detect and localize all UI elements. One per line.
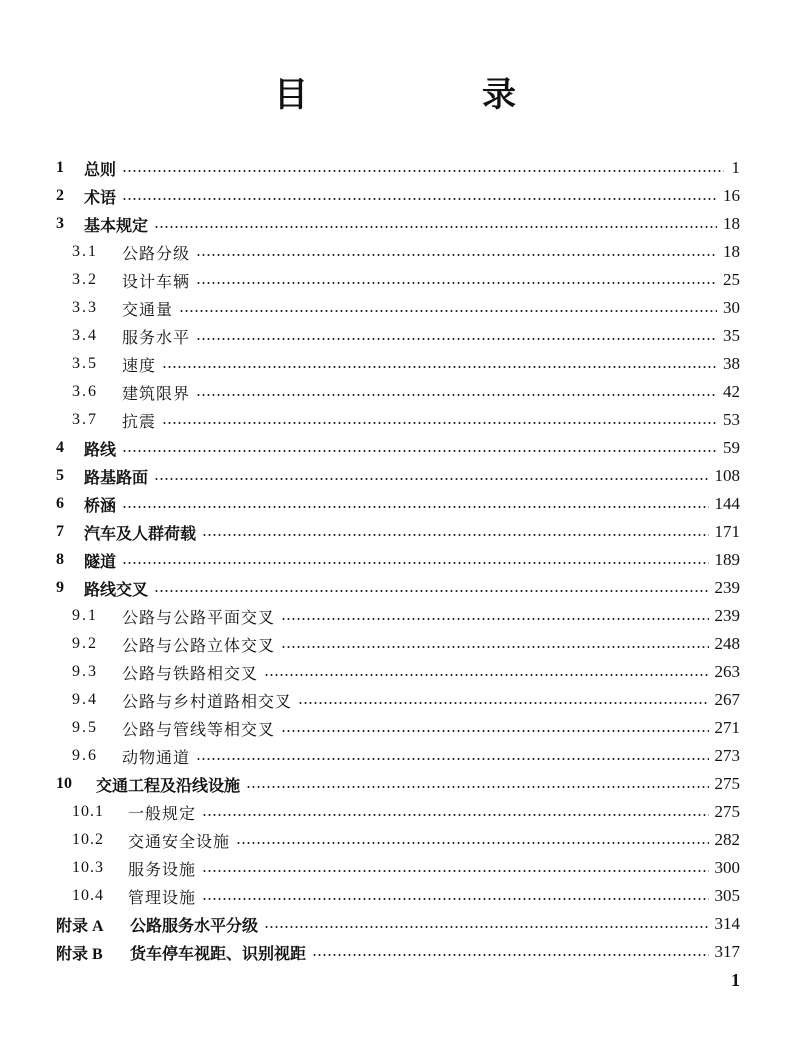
- dot-leader: [264, 674, 708, 676]
- toc-entry[interactable]: [56, 910, 740, 938]
- entry-number: 1: [56, 159, 64, 176]
- entry-page: 42: [723, 382, 740, 401]
- toc-entry[interactable]: [56, 266, 740, 294]
- toc-entry[interactable]: [56, 574, 740, 602]
- toc-entry[interactable]: [56, 602, 740, 630]
- entry-page: 30: [723, 298, 740, 317]
- entry-number: 3: [56, 215, 64, 232]
- toc-entry[interactable]: [56, 546, 740, 574]
- toc-entry[interactable]: [56, 854, 740, 882]
- entry-number: 4: [56, 439, 64, 456]
- toc-entry[interactable]: [56, 154, 740, 182]
- entry-number: 9.6: [72, 747, 98, 764]
- dot-leader: [281, 730, 708, 732]
- entry-title: 抗震: [122, 411, 157, 431]
- entry-title: 路线交叉: [84, 579, 149, 599]
- page-title: 目 录: [274, 75, 586, 115]
- entry-number: 8: [56, 551, 64, 568]
- toc-entry[interactable]: [56, 714, 740, 742]
- entry-page: 35: [723, 326, 740, 345]
- dot-leader: [312, 954, 708, 956]
- toc-entry[interactable]: [56, 350, 740, 378]
- entry-page: 108: [714, 466, 740, 485]
- toc-entry[interactable]: [56, 462, 740, 490]
- entry-number: 9.3: [72, 663, 98, 680]
- entry-number: 3.7: [72, 411, 98, 428]
- toc-entry[interactable]: [56, 826, 740, 854]
- entry-number: 5: [56, 467, 64, 484]
- toc-entry[interactable]: [56, 882, 740, 910]
- entry-number: 9.1: [72, 607, 98, 624]
- entry-number: 2: [56, 187, 64, 204]
- entry-title: 公路与管线等相交叉: [122, 719, 276, 739]
- toc-entry[interactable]: [56, 238, 740, 266]
- entry-title: 公路服务水平分级: [130, 915, 259, 935]
- entry-number: 10.4: [72, 887, 104, 904]
- entry-page: 16: [723, 186, 740, 205]
- entry-title: 汽车及人群荷载: [84, 523, 197, 543]
- entry-number: 9: [56, 579, 64, 596]
- entry-page: 271: [714, 718, 740, 737]
- entry-title: 管理设施: [128, 887, 197, 907]
- entry-title: 隧道: [84, 551, 117, 571]
- dot-leader: [202, 814, 708, 816]
- entry-title: 路基路面: [84, 467, 149, 487]
- entry-page: 38: [723, 354, 740, 373]
- dot-leader: [236, 842, 708, 844]
- page-number: 1: [731, 970, 740, 990]
- entry-page: 282: [714, 830, 740, 849]
- entry-page: 273: [714, 746, 740, 765]
- dot-leader: [162, 422, 717, 424]
- dot-leader: [122, 170, 724, 172]
- entry-title: 交通安全设施: [128, 831, 231, 851]
- entry-page: 189: [714, 550, 740, 569]
- entry-page: 239: [714, 578, 740, 597]
- entry-page: 144: [714, 494, 740, 513]
- entry-title: 公路与公路立体交叉: [122, 635, 276, 655]
- toc-entry[interactable]: [56, 686, 740, 714]
- entry-number: 10.2: [72, 831, 104, 848]
- entry-title: 基本规定: [84, 215, 149, 235]
- dot-leader: [196, 282, 717, 284]
- entry-page: 275: [714, 802, 740, 821]
- entry-title: 一般规定: [128, 803, 197, 823]
- entry-title: 货车停车视距、识别视距: [130, 943, 307, 963]
- entry-number: 9.4: [72, 691, 98, 708]
- entry-title: 术语: [84, 187, 117, 207]
- entry-number: 3.2: [72, 271, 98, 288]
- toc-entry[interactable]: [56, 490, 740, 518]
- dot-leader: [202, 534, 708, 536]
- entry-page: 25: [723, 270, 740, 289]
- entry-page: 263: [714, 662, 740, 681]
- entry-page: 314: [714, 914, 740, 933]
- toc-entry[interactable]: [56, 658, 740, 686]
- entry-number: 7: [56, 523, 64, 540]
- entry-page: 1: [731, 158, 740, 177]
- dot-leader: [122, 198, 717, 200]
- entry-number: 9.5: [72, 719, 98, 736]
- entry-number: 3.1: [72, 243, 98, 260]
- entry-number: 附录 A: [56, 917, 104, 935]
- toc-entry[interactable]: [56, 182, 740, 210]
- entry-title: 公路分级: [122, 243, 191, 263]
- entry-number: 附录 B: [56, 945, 103, 963]
- toc-entry[interactable]: [56, 406, 740, 434]
- toc-entry[interactable]: [56, 322, 740, 350]
- toc-entry[interactable]: [56, 434, 740, 462]
- entry-page: 300: [714, 858, 740, 877]
- entry-page: 18: [723, 214, 740, 233]
- entry-number: 3.6: [72, 383, 98, 400]
- dot-leader: [246, 786, 708, 788]
- entry-title: 公路与公路平面交叉: [122, 607, 276, 627]
- entry-page: 53: [723, 410, 740, 429]
- entry-number: 3.4: [72, 327, 98, 344]
- dot-leader: [202, 898, 708, 900]
- entry-page: 317: [714, 942, 740, 961]
- dot-leader: [196, 758, 708, 760]
- entry-number: 3.5: [72, 355, 98, 372]
- dot-leader: [196, 254, 717, 256]
- toc-entry[interactable]: [56, 630, 740, 658]
- entry-page: 18: [723, 242, 740, 261]
- dot-leader: [196, 394, 717, 396]
- dot-leader: [179, 310, 717, 312]
- dot-leader: [264, 926, 708, 928]
- entry-title: 路线: [84, 439, 117, 459]
- toc-entry[interactable]: [56, 938, 740, 966]
- dot-leader: [122, 450, 717, 452]
- dot-leader: [162, 366, 717, 368]
- table-of-contents: [56, 154, 740, 966]
- entry-title: 公路与乡村道路相交叉: [122, 691, 293, 711]
- dot-leader: [281, 646, 708, 648]
- toc-entry[interactable]: [56, 798, 740, 826]
- entry-page: 171: [714, 522, 740, 541]
- dot-leader: [154, 226, 717, 228]
- dot-leader: [281, 618, 708, 620]
- dot-leader: [122, 506, 708, 508]
- dot-leader: [122, 562, 708, 564]
- entry-page: 248: [714, 634, 740, 653]
- entry-number: 6: [56, 495, 64, 512]
- entry-title: 交通工程及沿线设施: [96, 775, 241, 795]
- toc-entry[interactable]: [56, 294, 740, 322]
- entry-number: 10.3: [72, 859, 104, 876]
- entry-number: 10.1: [72, 803, 104, 820]
- toc-entry[interactable]: [56, 742, 740, 770]
- entry-page: 275: [714, 774, 740, 793]
- entry-number: 10: [56, 775, 72, 792]
- dot-leader: [298, 702, 708, 704]
- toc-entry[interactable]: [56, 518, 740, 546]
- entry-title: 设计车辆: [122, 271, 191, 291]
- entry-page: 267: [714, 690, 740, 709]
- toc-entry[interactable]: [56, 378, 740, 406]
- entry-page: 305: [714, 886, 740, 905]
- entry-title: 交通量: [122, 299, 174, 319]
- entry-title: 总则: [84, 159, 117, 179]
- dot-leader: [196, 338, 717, 340]
- toc-entry[interactable]: [56, 210, 740, 238]
- entry-page: 59: [723, 438, 740, 457]
- entry-title: 公路与铁路相交叉: [122, 663, 259, 683]
- entry-page: 239: [714, 606, 740, 625]
- dot-leader: [202, 870, 708, 872]
- entry-title: 建筑限界: [122, 383, 191, 403]
- dot-leader: [154, 478, 708, 480]
- entry-number: 9.2: [72, 635, 98, 652]
- entry-title: 速度: [122, 355, 157, 375]
- entry-title: 桥涵: [84, 495, 117, 515]
- dot-leader: [154, 590, 708, 592]
- entry-title: 服务设施: [128, 859, 197, 879]
- toc-entry[interactable]: [56, 770, 740, 798]
- entry-number: 3.3: [72, 299, 98, 316]
- entry-title: 动物通道: [122, 747, 191, 767]
- entry-title: 服务水平: [122, 327, 191, 347]
